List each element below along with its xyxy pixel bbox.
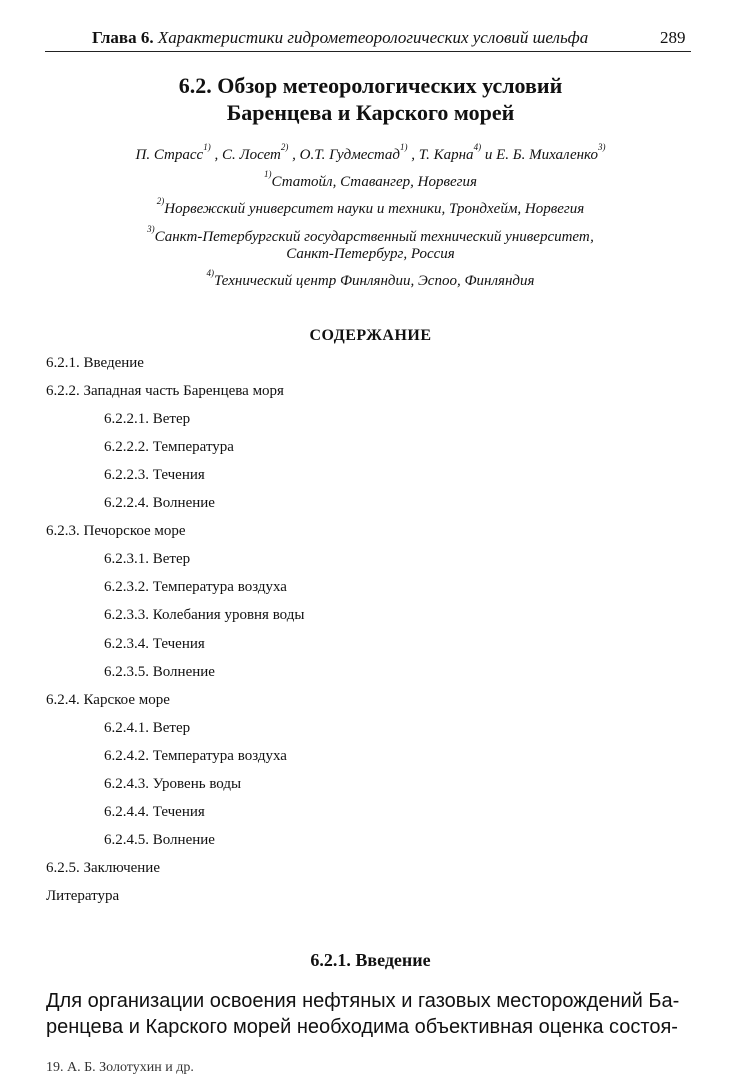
- contents-item: 6.2.3. Печорское море: [46, 523, 186, 539]
- author-mark: 1): [203, 142, 211, 152]
- contents-heading: СОДЕРЖАНИЕ: [309, 327, 432, 344]
- contents-item: 6.2.2. Западная часть Баренцева моря: [46, 383, 284, 399]
- affiliation-text: Технический центр Финляндии, Эспоо, Финляндия: [213, 273, 535, 289]
- affiliation-text: Статойл, Ставангер, Норвегия: [271, 174, 478, 190]
- author-separator: ,: [214, 147, 219, 163]
- author-name: П. Страсс: [135, 147, 204, 163]
- affiliation-mark: 3): [147, 224, 155, 234]
- affiliation-3: [0, 224, 741, 246]
- contents-item: Литература: [46, 888, 120, 904]
- author-separator: ,: [292, 147, 296, 163]
- contents-item: 6.2.3.3. Колебания уровня воды: [104, 607, 305, 623]
- contents-item: 6.2.3.1. Ветер: [104, 551, 191, 567]
- affiliation-mark: 1): [263, 169, 272, 179]
- author-name: О.Т. Гудместад: [299, 147, 400, 163]
- contents-item: 6.2.4.5. Волнение: [104, 832, 215, 848]
- running-header: [92, 28, 588, 48]
- signature-footer: 19. А. Б. Золотухин и др.: [46, 1060, 194, 1075]
- affiliation-3-line2: Санкт-Петербург, Россия: [286, 246, 455, 262]
- contents-item: 6.2.4. Карское море: [46, 692, 170, 708]
- contents-item: 6.2.4.2. Температура воздуха: [104, 748, 287, 764]
- contents-item: 6.2.3.5. Волнение: [104, 664, 215, 680]
- author-name: С. Лосет: [221, 147, 281, 163]
- page-number: 289: [660, 28, 686, 47]
- contents-item: 6.2.1. Введение: [46, 355, 144, 371]
- header-rule: [45, 51, 691, 52]
- contents-item: 6.2.2.4. Волнение: [104, 495, 215, 511]
- contents-item: 6.2.4.4. Течения: [104, 804, 205, 820]
- affiliation-text: Норвежский университет науки и техники, Трондхейм, Норвегия: [164, 201, 585, 217]
- author-mark: 4): [473, 142, 482, 152]
- section-title-line1: 6.2. Обзор метеорологических условий: [178, 73, 563, 98]
- affiliation-text: Санкт-Петербургский государственный технический университет,: [154, 229, 594, 245]
- affiliation-mark: 2): [156, 196, 165, 206]
- contents-item: 6.2.3.4. Течения: [104, 636, 205, 652]
- affiliation-4: [0, 268, 741, 290]
- authors-line: [0, 142, 741, 164]
- author-mark: 3): [598, 142, 606, 152]
- contents-item: 6.2.2.3. Течения: [104, 467, 205, 483]
- affiliation-1: [0, 169, 741, 191]
- subsection-heading: 6.2.1. Введение: [310, 950, 431, 970]
- affiliation-mark: 4): [206, 268, 214, 278]
- contents-item: 6.2.4.1. Ветер: [104, 720, 191, 736]
- author-mark: 2): [280, 142, 289, 152]
- contents-item: 6.2.2.1. Ветер: [104, 411, 191, 427]
- affiliation-2: [0, 196, 741, 218]
- author-separator: ,: [411, 147, 415, 163]
- chapter-label: Глава 6.: [92, 28, 154, 47]
- contents-item: 6.2.4.3. Уровень воды: [104, 776, 242, 792]
- author-mark: 1): [400, 142, 408, 152]
- authors-joiner: и: [484, 147, 493, 163]
- author-name: Е. Б. Михаленко: [496, 147, 598, 163]
- chapter-title: Характеристики гидрометеорологических условий шельфа: [157, 28, 589, 47]
- author-name: Т. Карна: [418, 147, 474, 163]
- body-line: Для организации освоения нефтяных и газовых месторождений Ба-: [46, 990, 680, 1012]
- contents-item: 6.2.3.2. Температура воздуха: [104, 579, 287, 595]
- section-title-line2: Баренцева и Карского морей: [226, 100, 515, 125]
- contents-item: 6.2.5. Заключение: [46, 860, 160, 876]
- body-line: ренцева и Карского морей необходима объективная оценка состоя-: [46, 1016, 678, 1038]
- contents-item: 6.2.2.2. Температура: [104, 439, 234, 455]
